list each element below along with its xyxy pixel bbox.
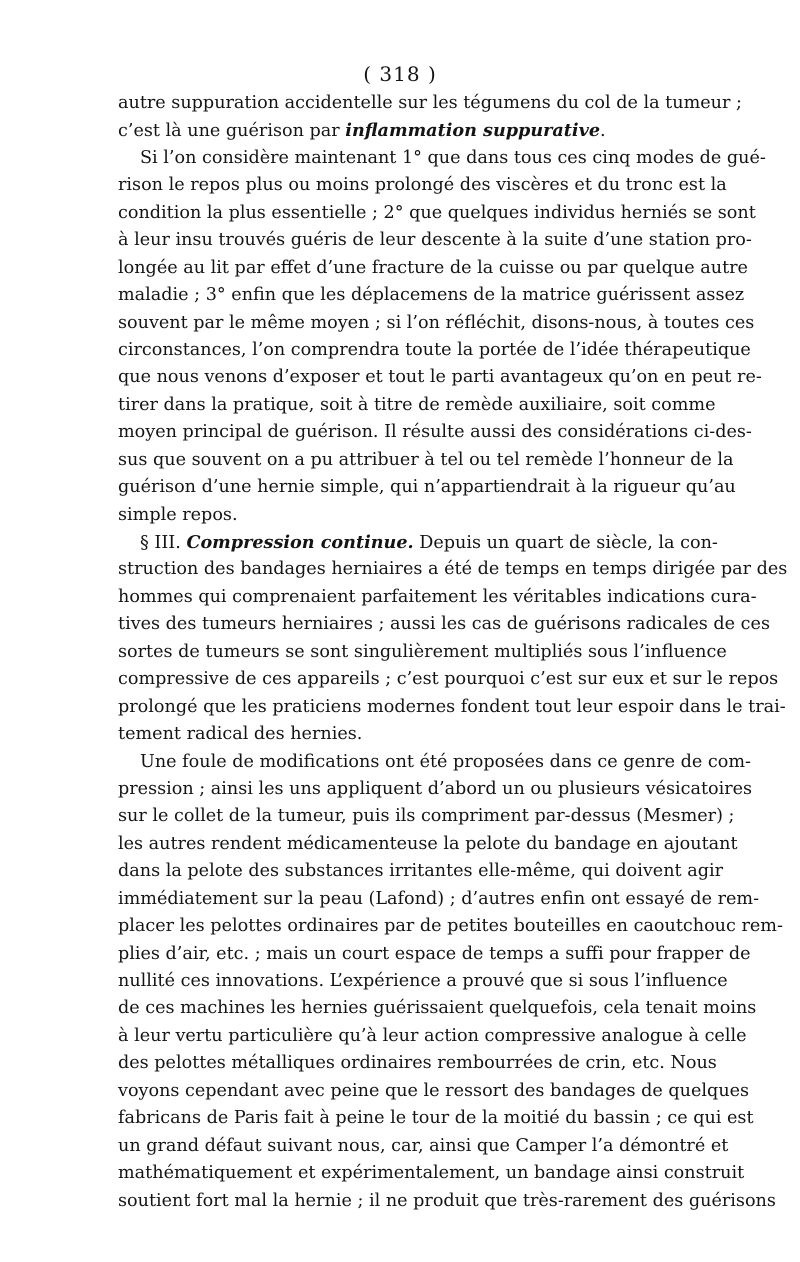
text-line: placer les pelottes ordinaires par de petites bouteilles en caoutchouc rem- [118, 916, 783, 937]
italic-term: inflammation suppurative [345, 120, 601, 142]
paragraph [118, 145, 766, 529]
text-line: voyons cependant avec peine que le ressort des bandages de quelques [118, 1080, 750, 1101]
text-line: compressive de ces appareils ; c’est pourquoi c’est sur eux et sur le repos [118, 669, 779, 690]
text-line: Si l’on considère maintenant 1° que dans tous ces cinq modes de gué- [140, 147, 766, 168]
text-line: nullité ces innovations. L’expérience a prouvé que si sous l’influence [118, 971, 728, 991]
text-line: condition la plus essentielle ; 2° que quelques individus herniés se sont [118, 202, 756, 223]
paragraph [118, 749, 783, 1215]
text-line: pression ; ainsi les uns appliquent d’abord un ou plusieurs vésicatoires [118, 778, 753, 799]
text-line: Une foule de modifications ont été proposées dans ce genre de com- [140, 751, 751, 772]
body-text [118, 90, 788, 1215]
text-line: sus que souvent on a pu attribuer à tel ou tel remède l’honneur de la [118, 449, 734, 470]
text-line: à leur insu trouvés guéris de leur descente à la suite d’une station pro- [118, 230, 752, 251]
text-line: dans la pelote des substances irritantes elle-même, qui doivent agir [118, 861, 723, 882]
text-line: souvent par le même moyen ; si l’on réfléchit, disons-nous, à toutes ces [118, 312, 755, 333]
text-line: à leur vertu particulière qu’à leur action compressive analogue à celle [118, 1025, 747, 1046]
text-line: plies d’air, etc. ; mais un court espace de temps a suffi pour frapper de [118, 943, 751, 964]
paragraph [118, 90, 742, 145]
text-line: un grand défaut suivant nous, car, ainsi que Camper l’a démontré et [118, 1135, 729, 1156]
text-line: guérison d’une hernie simple, qui n’appartiendrait à la rigueur qu’au [118, 477, 736, 498]
page-number: ( 318 ) [363, 62, 437, 86]
line-text: . [600, 121, 606, 142]
text-line: sur le collet de la tumeur, puis ils compriment par-dessus (Mesmer) ; [118, 806, 735, 827]
section-heading-line [118, 529, 718, 556]
text-line: immédiatement sur la peau (Lafond) ; d’autres enfin ont essayé de rem- [118, 888, 760, 909]
text-line: que nous venons d’exposer et tout le parti avantageux qu’on en peut re- [118, 367, 762, 388]
text-line: tement radical des hernies. [118, 724, 363, 745]
text-line: prolongé que les praticiens modernes fondent tout leur espoir dans le trai- [118, 696, 786, 717]
text-line: tirer dans la pratique, soit à titre de remède auxiliaire, soit comme [118, 394, 716, 415]
text-line: sortes de tumeurs se sont singulièrement multipliés sous l’influence [118, 641, 727, 662]
text-line: les autres rendent médicamenteuse la pelote du bandage en ajoutant [118, 833, 738, 854]
text-line [118, 117, 680, 144]
section-number: § III. [140, 533, 187, 553]
text-line: struction des bandages herniaires a été de temps en temps dirigée par des [118, 559, 788, 580]
text-line: de ces machines les hernies guérissaient quelquefois, cela tenait moins [118, 998, 757, 1019]
text-line: longée au lit par effet d’une fracture de la cuisse ou par quelque autre [118, 257, 748, 278]
text-line: moyen principal de guérison. Il résulte aussi des considérations ci-des- [118, 422, 752, 443]
text-line: tives des tumeurs herniaires ; aussi les cas de guérisons radicales de ces [118, 614, 770, 635]
text-line: rison le repos plus ou moins prolongé des viscères et du tronc est la [118, 175, 727, 196]
text-line: autre suppuration accidentelle sur les tégumens du col de la tumeur ; [118, 93, 742, 113]
text-line: mathématiquement et expérimentalement, un bandage ainsi construit [118, 1163, 745, 1184]
section-title: Compression continue. [186, 532, 414, 553]
text-line: hommes qui comprenaient parfaitement les véritables indications cura- [118, 586, 757, 607]
line-text: c’est là une guérison par [118, 121, 346, 142]
text-line: soutient fort mal la hernie ; il ne produit que très-rarement des guérisons [118, 1190, 776, 1211]
paragraph [118, 529, 788, 749]
text-line: simple repos. [118, 504, 238, 525]
text-line: fabricans de Paris fait à peine le tour de la moitié du bassin ; ce qui est [118, 1108, 754, 1129]
text-line: des pelottes métalliques ordinaires rembourrées de crin, etc. Nous [118, 1053, 717, 1074]
text-line: circonstances, l’on comprendra toute la portée de l’idée thérapeutique [118, 339, 751, 360]
line-text: Depuis un quart de siècle, la con- [413, 533, 718, 553]
text-line: maladie ; 3° enfin que les déplacemens de la matrice guérissent assez [118, 285, 745, 306]
